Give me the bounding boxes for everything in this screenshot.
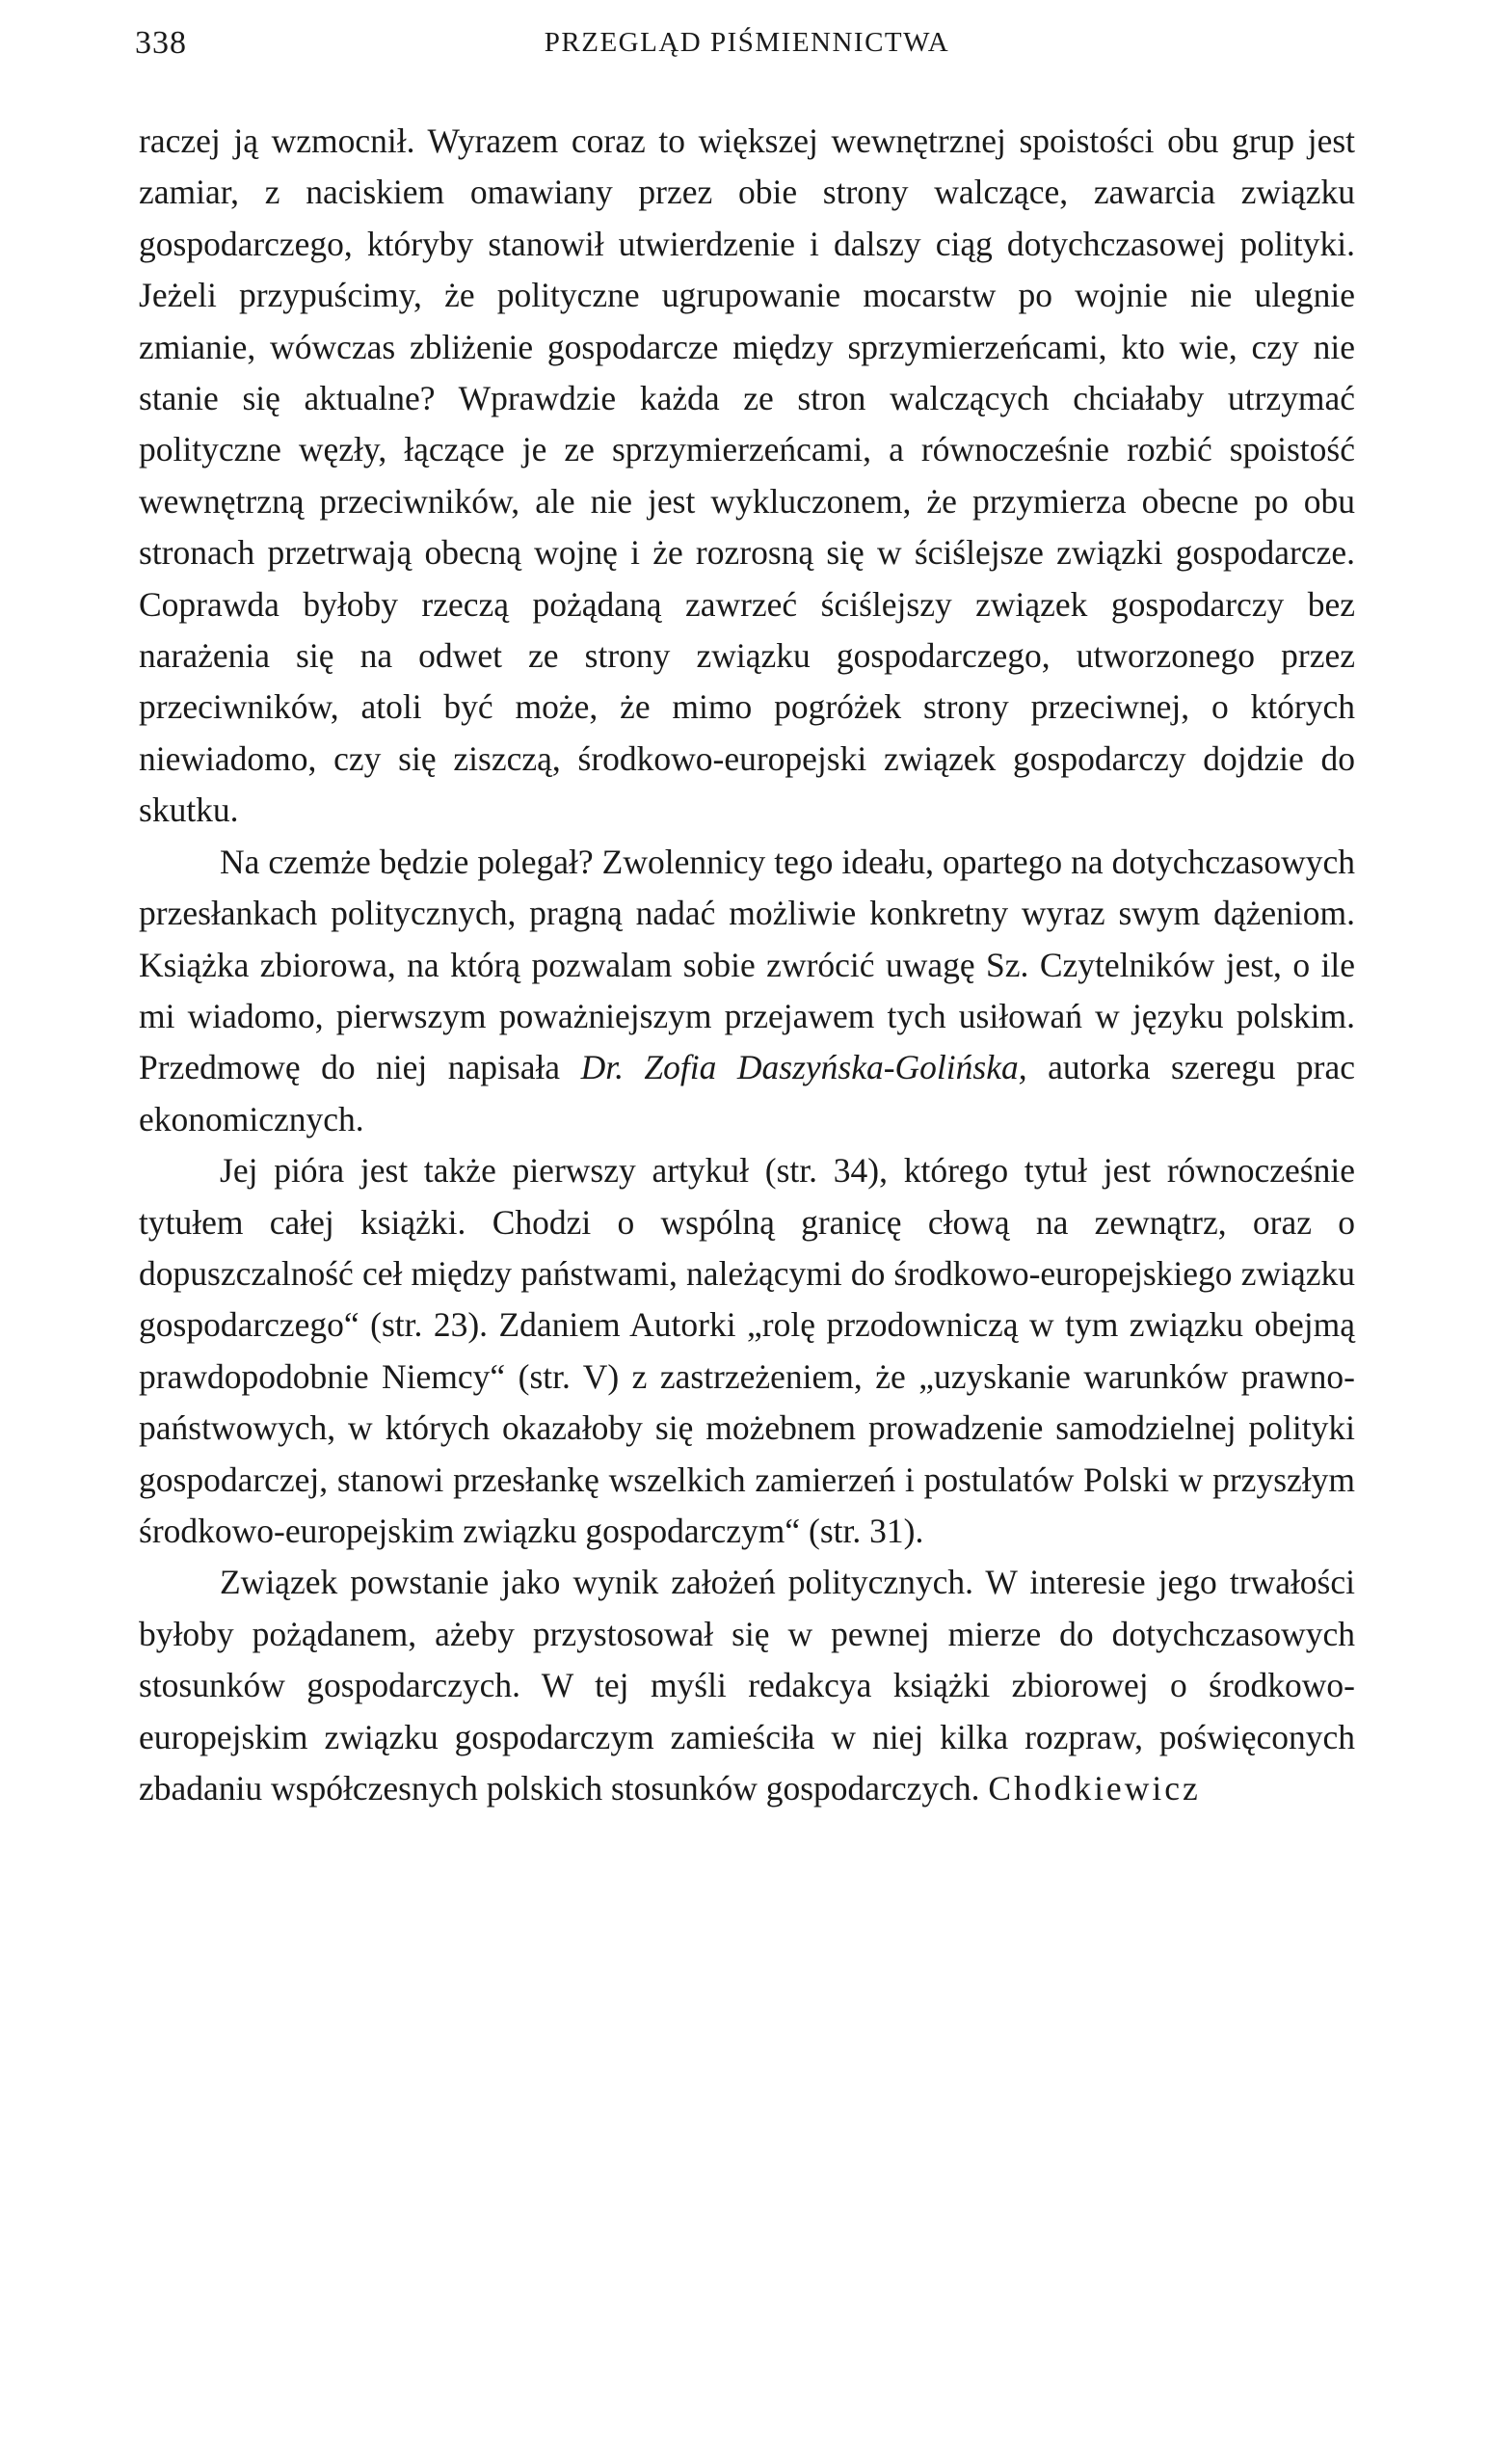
paragraph-3-text: Jej pióra jest także pierwszy artykuł (str. 34), którego tytuł jest równocześnie tytułem całej książki. Chodzi o wspólną granicę cłową na zewnątrz, oraz o dopuszczalność ceł między państwami, należącymi do środkowo-europejskiego związku gospodarczego“ (str. 23). Zdaniem Autorki „rolę przodowniczą w tym związku obejmą prawdopodobnie Niemcy“ (str. V) z zastrzeżeniem, że „uzyskanie warunków prawno-państwowych, w których okazałoby się możebnem prowadzenie samodzielnej polityki gospodarczej, stanowi przesłankę wszelkich zamierzeń i postulatów Polski w przyszłym środkowo-europejskim związku gospodarczym“ (str. 31).: [139, 1151, 1355, 1550]
body-text: [139, 116, 1355, 1814]
paragraph-4-text-before: Związek powstanie jako wynik założeń politycznych. W interesie jego trwałości byłoby pożądanem, ażeby przystosował się w pewnej mierze do dotychczasowych stosunków gospodarczych. W tej myśli redakcya książki zbiorowej o środkowo-europejskim związku gospodarczym zamieściła w niej kilka rozpraw, poświęconych zbadaniu współczesnych polskich stosunków gospodarczych.: [139, 1563, 1355, 1808]
paragraph-2: [139, 837, 1355, 1145]
paragraph-2-text-after: autorka szeregu prac ekonomicznych.: [139, 1048, 1356, 1138]
running-title: PRZEGLĄD PIŚMIENNICTWA: [544, 27, 950, 58]
paragraph-1-text: raczej ją wzmocnił. Wyrazem coraz to większej wewnętrznej spoistości obu grup jest zamiar, z naciskiem omawiany przez obie strony walczące, zawarcia związku gospodarczego, któryby stanowił utwierdzenie i dalszy ciąg dotychczasowej polityki. Jeżeli przypuścimy, że polityczne ugrupowanie mocarstw po wojnie nie ulegnie zmianie, wówczas zbliżenie gospodarcze między sprzymierzeńcami, kto wie, czy nie stanie się aktualne? Wprawdzie każda ze stron walczących chciałaby utrzymać polityczne węzły, łączące je ze sprzymierzeńcami, a równocześnie rozbić spoistość wewnętrzną przeciwników, ale nie jest wykluczonem, że przymierza obecne po obu stronach przetrwają obecną wojnę i że rozrosną się w ściślejsze związki gospodarcze. Coprawda byłoby rzeczą pożądaną zawrzeć ściślejszy związek gospodarczy bez narażenia się na odwet ze strony związku gospodarczego, utworzonego przez przeciwników, atoli być może, że mimo pogróżek strony przeciwnej, o których niewiadomo, czy się ziszczą, środkowo-europejski związek gospodarczy dojdzie do skutku.: [139, 121, 1355, 830]
page-header: [135, 25, 1359, 83]
paragraph-3: [139, 1145, 1355, 1557]
paragraph-4: [139, 1557, 1355, 1814]
paragraph-1: [139, 116, 1355, 837]
page-number: 338: [135, 25, 187, 61]
author-name-italic: Dr. Zofia Daszyńska-Golińska,: [580, 1048, 1027, 1087]
author-name-spaced: Chodkiewicz: [988, 1769, 1201, 1808]
paragraph-2-text-before: Na czemże będzie polegał? Zwolennicy tego ideału, opartego na dotychczasowych przesłankach politycznych, pragną nadać możliwie konkretny wyraz swym dążeniom. Książka zbiorowa, na którą pozwalam sobie zwrócić uwagę Sz. Czytelników jest, o ile mi wiadomo, pierwszym poważniejszym przejawem tych usiłowań w języku polskim. Przedmowę do niej napisała: [139, 842, 1355, 1087]
